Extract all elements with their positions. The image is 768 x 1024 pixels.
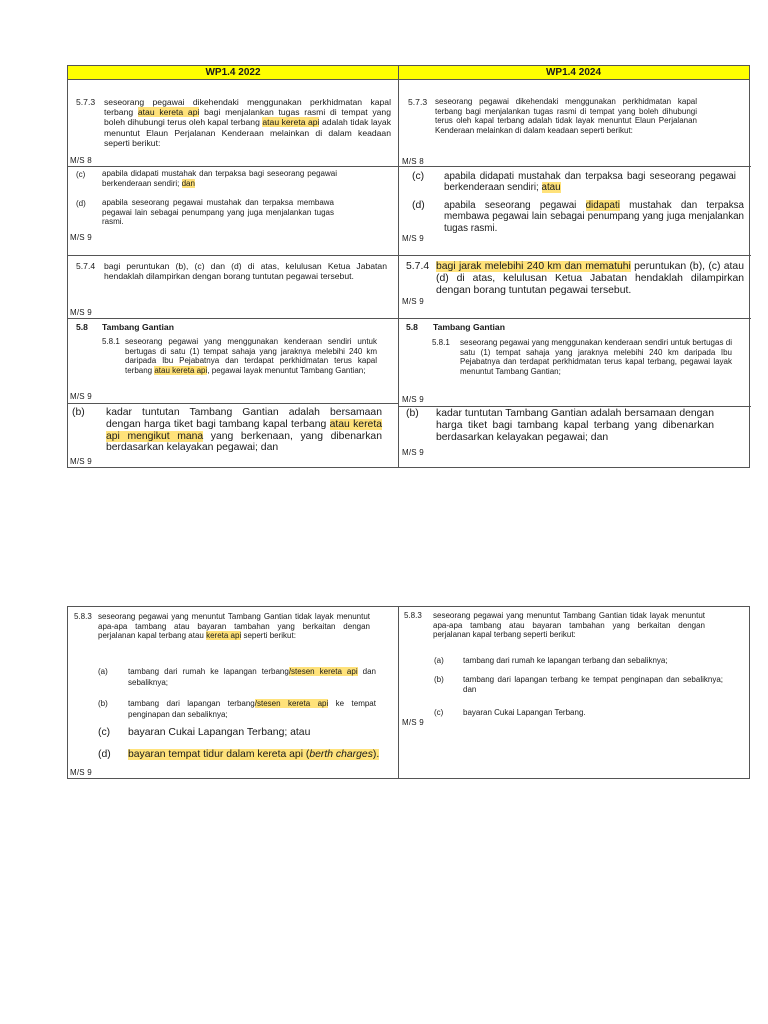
- clause-text: seseorang pegawai yang menuntut Tambang Gantian tidak layak menuntut apa-apa tambang atau bayaran tambahan yang berkaitan dengan perjalanan kapal terbang seperti berikut:: [433, 611, 705, 640]
- clause-5-8-1-2024: [460, 338, 732, 376]
- item-text: bayaran Cukai Lapangan Terbang; atau: [128, 727, 311, 738]
- highlight: atau: [541, 182, 561, 194]
- clause-text: peruntukan (b), (c) atau (d) di atas, kelulusan Ketua Jabatan hendaklah dilampirkan dengan borang tuntutan pegawai tersebut.: [436, 261, 744, 296]
- divider: [68, 403, 398, 404]
- item-c-2022: [102, 169, 337, 188]
- item-text: apabila didapati mustahak dan terpaksa bagi seseorang pegawai berkenderaan sendiri;: [102, 169, 337, 188]
- item-d-2024: [444, 200, 744, 234]
- clause-number: 5.7.3: [408, 97, 428, 107]
- item-text: kadar tuntutan Tambang Gantian adalah bersamaan dengan harga tiket bagi tambang kapal terbang: [106, 407, 382, 430]
- header-2024-label: WP1.4 2024: [545, 67, 602, 78]
- page-ref: M/S 9: [402, 448, 424, 457]
- item-label: (a): [434, 656, 444, 665]
- highlight: atau kereta api mengikut mana: [106, 418, 382, 442]
- page-ref: M/S 9: [70, 457, 92, 466]
- item-a-2024: [463, 656, 743, 666]
- highlight: /stesen kereta api: [288, 667, 358, 676]
- item-a-2022: [128, 667, 376, 688]
- clause-text: seseorang pegawai yang menggunakan kenderaan sendiri untuk bertugas di satu (1) tempat sahaja yang jaraknya melebihi 240 km daripada Ibu Pejabatnya dan terdapat perkhidmatan terus kapal terbang: [125, 337, 377, 375]
- page-ref: M/S 9: [70, 768, 92, 777]
- divider: [398, 406, 751, 407]
- section-title: Tambang Gantian: [433, 322, 505, 332]
- clause-text: seseorang pegawai dikehendaki menggunakan perkhidmatan kapal terbang bagi menjalankan tugas rasmi di tempat yang boleh dihubungi terus oleh kapal terbang adalah tidak layak menuntut Elaun Perjalanan Kenderaan melainkan di dalam keadaan seperti berikut:: [435, 97, 697, 135]
- item-text: bayaran Cukai Lapangan Terbang.: [463, 708, 586, 717]
- item-label: (a): [98, 667, 108, 676]
- item-b-2024: [436, 408, 714, 443]
- item-text: yang berkenaan, yang dibenarkan berdasarkan kelayakan pegawai; dan: [106, 430, 382, 454]
- item-text: apabila didapati mustahak dan terpaksa bagi seseorang pegawai berkenderaan sendiri;: [444, 171, 736, 194]
- page-ref: M/S 9: [70, 308, 92, 317]
- clause-text: , pegawai layak menuntut Tambang Gantian;: [207, 365, 366, 375]
- section-number: 5.8: [76, 322, 88, 332]
- page-ref: M/S 9: [402, 395, 424, 404]
- item-label: (d): [412, 200, 425, 211]
- highlight: didapati: [585, 200, 620, 211]
- divider: [68, 166, 398, 167]
- item-label: (b): [98, 699, 108, 708]
- item-label: (c): [76, 170, 86, 179]
- highlight: atau kereta api: [154, 365, 208, 375]
- item-label: (b): [406, 408, 419, 419]
- item-label: (c): [434, 708, 444, 717]
- highlight: atau kereta api: [137, 107, 200, 118]
- page-ref: M/S 8: [70, 156, 92, 165]
- item-text: dan sebaliknya;: [128, 667, 376, 687]
- item-text: apabila seseorang pegawai mustahak dan terpaksa membawa pegawai lain sebagai penumpang yang juga menjalankan tugas rasmi.: [102, 198, 334, 227]
- header-2022: [68, 66, 398, 80]
- divider: [68, 318, 398, 319]
- item-b2-2024: [463, 675, 723, 695]
- clause-number: 5.7.4: [406, 261, 430, 272]
- section-number: 5.8: [406, 322, 418, 332]
- item-text: tambang dari rumah ke lapangan terbang dan sebaliknya;: [463, 656, 668, 665]
- item-text: tambang dari lapangan terbang: [128, 699, 255, 708]
- clause-number: 5.8.1: [432, 338, 450, 347]
- header-2024: [398, 66, 749, 80]
- item-text: ke tempat penginapan dan sebaliknya;: [128, 699, 376, 719]
- highlight: ).: [372, 749, 380, 760]
- item-text: tambang dari rumah ke lapangan terbang: [128, 667, 289, 676]
- clause-text: bagi menjalankan tugas rasmi di tempat yang boleh dihubungi terus oleh kapal terbang: [104, 107, 391, 128]
- page-ref: M/S 8: [402, 157, 424, 166]
- clause-5-7-3-2024: [435, 97, 697, 135]
- clause-5-8-3-2022: [98, 612, 370, 641]
- clause-number: 5.8.1: [102, 337, 120, 346]
- section-title: Tambang Gantian: [102, 322, 174, 332]
- clause-number: 5.7.4: [76, 261, 96, 271]
- item-b2-2022: [128, 699, 376, 720]
- divider: [398, 318, 751, 319]
- item-text: kadar tuntutan Tambang Gantian adalah bersamaan dengan harga tiket bagi tambang kapal terbang yang dibenarkan berdasarkan kelayakan pegawai; dan: [436, 408, 714, 443]
- highlight: bayaran tempat tidur dalam kereta api (: [128, 749, 310, 760]
- item-label: (d): [98, 749, 111, 760]
- highlight: atau kereta api: [262, 117, 320, 128]
- item-d-2022: [102, 198, 334, 227]
- item-text: apabila seseorang pegawai: [444, 200, 586, 211]
- item-text: mustahak dan terpaksa membawa pegawai lain sebagai penumpang yang juga menjalankan tugas rasmi.: [444, 200, 744, 234]
- item-label: (b): [72, 407, 85, 418]
- clause-5-7-4-2022: [104, 261, 387, 281]
- page-ref: M/S 9: [402, 297, 424, 306]
- clause-text: adalah tidak layak menuntut Elaun Perjalanan Kenderaan melainkan di dalam keadaan seperti berikut:: [104, 117, 392, 148]
- highlight: kereta api: [206, 631, 242, 641]
- page-ref: M/S 9: [402, 718, 424, 727]
- clause-number: 5.8.3: [404, 611, 422, 620]
- clause-5-7-4-2024: [436, 261, 744, 296]
- clause-text: seseorang pegawai dikehendaki menggunakan perkhidmatan kapal terbang: [104, 97, 391, 118]
- header-2022-label: WP1.4 2022: [205, 67, 261, 78]
- highlight: dan: [181, 178, 195, 188]
- comparison-table-bottom: [67, 606, 750, 779]
- divider: [398, 255, 751, 256]
- clause-5-7-3-2022: [104, 97, 391, 148]
- item-c-2024: [444, 171, 736, 194]
- clause-text: bagi peruntukan (b), (c) dan (d) di atas, kelulusan Ketua Jabatan hendaklah dilampirkan dengan borang tuntutan pegawai tersebut.: [104, 261, 387, 282]
- divider: [398, 166, 751, 167]
- clause-5-8-3-2024: [433, 611, 705, 640]
- item-d2-2022: [128, 749, 396, 761]
- item-label: (d): [76, 199, 86, 208]
- column-divider: [398, 607, 399, 778]
- item-label: (c): [98, 727, 111, 738]
- item-label: (c): [412, 171, 425, 182]
- highlight: /stesen kereta api: [254, 699, 329, 708]
- clause-text: seseorang pegawai yang menggunakan kenderaan sendiri untuk bertugas di satu (1) tempat sahaja yang jaraknya melebihi 240 km daripada Ibu Pejabatnya dan terdapat perkhidmatan terus kapal terbang, pegawai layak menuntut Tambang Gantian;: [460, 338, 732, 376]
- item-c2-2024: [463, 708, 723, 718]
- clause-text: seseorang pegawai yang menuntut Tambang Gantian tidak layak menuntut apa-apa tambang atau bayaran tambahan yang berkaitan dengan perjalanan kapal terbang atau: [98, 612, 370, 641]
- clause-5-8-1-2022: [125, 337, 377, 375]
- page-ref: M/S 9: [402, 234, 424, 243]
- item-c2-2022: [128, 727, 388, 739]
- item-text: tambang dari lapangan terbang ke tempat penginapan dan sebaliknya; dan: [463, 675, 723, 694]
- divider: [68, 255, 398, 256]
- page-ref: M/S 9: [70, 392, 92, 401]
- clause-number: 5.8.3: [74, 612, 92, 621]
- item-label: (b): [434, 675, 444, 684]
- page-ref: M/S 9: [70, 233, 92, 242]
- highlight: bagi jarak melebihi 240 km dan mematuhi: [436, 261, 631, 272]
- clause-number: 5.7.3: [76, 97, 96, 107]
- highlight: berth charges: [309, 749, 373, 760]
- item-b-2022: [106, 407, 382, 454]
- clause-text: seperti berikut:: [241, 631, 296, 641]
- comparison-table-top: [67, 65, 750, 468]
